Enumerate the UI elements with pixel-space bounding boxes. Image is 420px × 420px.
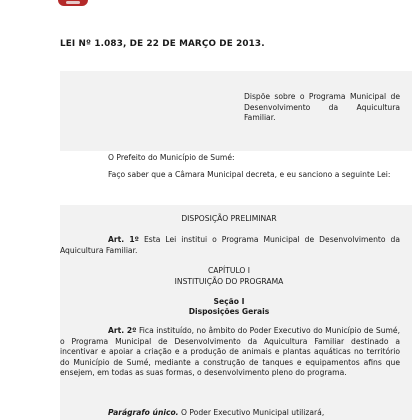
intro-line-2: Faço saber que a Câmara Municipal decreta, e eu sanciono a seguinte Lei: bbox=[108, 170, 391, 179]
article-1-text: Esta Lei institui o Programa Municipal de Desenvolvimento da Aquicultura Familiar. bbox=[60, 235, 400, 255]
preliminar-heading: DISPOSIÇÃO PRELIMINAR bbox=[181, 214, 277, 223]
article-2-text: Fica instituído, no âmbito do Poder Executivo do Município de Sumé, o Programa Municipal de Desenvolvimento da Aquicultura Familiar destinado a incentivar e apoiar a criação e a produção de animais e plantas aquáticas no território do Município de Sumé, mediante a construção de tanques e equipamentos afins que ensejem, em todas as suas formas, o desenvolvimento pleno do programa. bbox=[60, 326, 400, 378]
section-number: Seção I bbox=[213, 297, 245, 306]
chapter-number: CAPÍTULO I bbox=[207, 266, 251, 275]
section-title: Disposições Gerais bbox=[188, 307, 270, 316]
article-2 bbox=[60, 326, 400, 379]
article-1 bbox=[60, 235, 400, 256]
article-1-label: Art. 1º bbox=[108, 235, 139, 244]
paragraph-unico bbox=[60, 408, 400, 419]
chapter-title: INSTITUIÇÃO DO PROGRAMA bbox=[174, 277, 284, 286]
paragraph-unico-text: O Poder Executivo Municipal utilizará, bbox=[178, 408, 325, 417]
law-title: LEI Nº 1.083, DE 22 DE MARÇO DE 2013. bbox=[60, 39, 265, 49]
paragraph-unico-label: Parágrafo único. bbox=[108, 408, 179, 417]
seal-emblem bbox=[66, 1, 80, 4]
municipal-seal bbox=[58, 0, 88, 6]
intro-line-1: O Prefeito do Município de Sumé: bbox=[108, 153, 235, 162]
article-2-label: Art. 2º bbox=[108, 326, 137, 335]
ementa-text: Dispõe sobre o Programa Municipal de Desenvolvimento da Aquicultura Familiar. bbox=[244, 92, 400, 123]
